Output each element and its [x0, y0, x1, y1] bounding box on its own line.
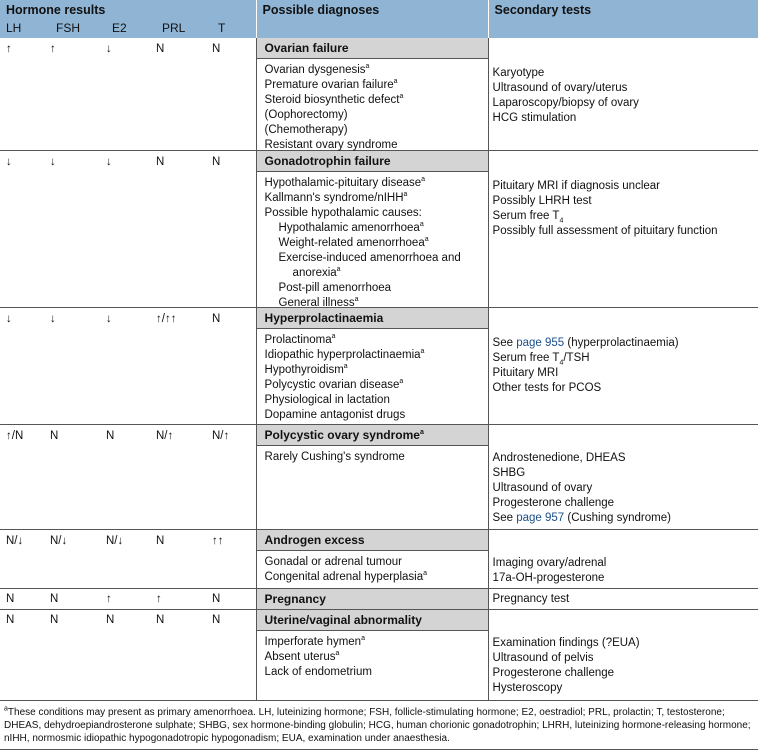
- test-item: Pituitary MRI: [492, 367, 559, 379]
- diagnosis-item: Polycystic ovarian disease: [264, 379, 400, 391]
- diagnosis-item: Weight-related amenorrhoea: [278, 237, 425, 249]
- value-lh: ↑/N: [6, 430, 24, 442]
- value-fsh: N: [50, 593, 59, 605]
- value-e2: N/↓: [106, 535, 124, 547]
- diagnosis-item: Post-pill amenorrhoea: [278, 282, 392, 294]
- test-item: Ultrasound of ovary: [492, 482, 593, 494]
- diagnosis-item: Premature ovarian failure: [264, 79, 394, 91]
- footnote-mark: a: [393, 78, 398, 86]
- test-item: SHBG: [492, 467, 526, 479]
- footnote-mark: a: [343, 363, 348, 371]
- subheader-prl: PRL: [156, 20, 212, 38]
- footnote-mark: a: [335, 650, 340, 658]
- table-row-gonadotrophin-failure: [0, 151, 758, 308]
- diagnosis-title: Polycystic ovary syndrome: [264, 428, 420, 442]
- diagnosis-item: Resistant ovary syndrome: [264, 139, 398, 151]
- value-fsh: ↑: [50, 43, 56, 55]
- diagnosis-item: Exercise-induced amenorrhoea and: [278, 252, 461, 264]
- value-lh: ↓: [6, 313, 12, 325]
- diagnosis-item: Possible hypothalamic causes:: [264, 207, 422, 219]
- test-item: (Cushing syndrome): [564, 512, 671, 524]
- test-item: See: [492, 337, 517, 349]
- value-lh: ↑: [6, 43, 12, 55]
- test-item: (hyperprolactinaemia): [564, 337, 679, 349]
- value-lh: ↓: [6, 156, 12, 168]
- test-item: Pregnancy test: [492, 593, 570, 605]
- footnote-mark: a: [419, 429, 424, 436]
- footnote-mark: a: [331, 333, 336, 341]
- subscript: 4: [559, 217, 564, 225]
- test-item: Examination findings (?EUA): [492, 637, 640, 649]
- header-possible-diagnoses: Possible diagnoses: [256, 0, 488, 38]
- diagnosis-title: Hyperprolactinaemia: [257, 308, 488, 329]
- value-e2: ↓: [106, 156, 112, 168]
- diagnosis-title: Androgen excess: [257, 530, 488, 551]
- diagnosis-item: anorexia: [292, 267, 337, 279]
- value-e2: ↓: [106, 313, 112, 325]
- header-secondary-tests: Secondary tests: [488, 0, 758, 38]
- value-fsh: ↓: [50, 156, 56, 168]
- diagnosis-item: Rarely Cushing's syndrome: [264, 451, 405, 463]
- value-e2: ↓: [106, 43, 112, 55]
- page-link[interactable]: page 955: [516, 337, 565, 349]
- diagnosis-item: Hypothalamic-pituitary disease: [264, 177, 422, 189]
- diagnosis-item: Idiopathic hyperprolactinaemia: [264, 349, 421, 361]
- footnote-mark: a: [399, 378, 404, 386]
- test-item: Other tests for PCOS: [492, 382, 602, 394]
- footnote-mark: a: [421, 176, 426, 184]
- value-t: N: [212, 313, 221, 325]
- diagnosis-title: Gonadotrophin failure: [257, 151, 488, 172]
- footnote-mark: a: [423, 570, 428, 578]
- test-item: Ultrasound of pelvis: [492, 652, 594, 664]
- diagnosis-item: Dopamine antagonist drugs: [264, 409, 406, 421]
- diagnosis-item: Steroid biosynthetic defect: [264, 94, 400, 106]
- header-hormone-results: Hormone results: [0, 0, 256, 20]
- footnote-mark: a: [365, 63, 370, 71]
- diagnosis-title: Pregnancy: [257, 589, 488, 609]
- value-prl: ↑/↑↑: [156, 313, 177, 325]
- test-item: Serum free T: [492, 210, 560, 222]
- subheader-fsh: FSH: [50, 20, 106, 38]
- diagnosis-item: Gonadal or adrenal tumour: [264, 556, 402, 568]
- value-lh: N: [6, 614, 15, 626]
- diagnosis-item: Congenital adrenal hyperplasia: [264, 571, 424, 583]
- footnote-mark: a: [4, 705, 8, 713]
- diagnosis-item: Prolactinoma: [264, 334, 332, 346]
- value-t: N: [212, 593, 221, 605]
- diagnosis-item: Kallmann's syndrome/nIHH: [264, 192, 404, 204]
- footnote-mark: a: [354, 296, 359, 304]
- subheader-lh: LH: [0, 20, 50, 38]
- footnote-mark: a: [424, 236, 429, 244]
- value-fsh: N: [50, 614, 59, 626]
- diagnosis-item: Imperforate hymen: [264, 636, 362, 648]
- value-e2: ↑: [106, 593, 112, 605]
- test-item: Ultrasound of ovary/uterus: [492, 82, 628, 94]
- test-item: /TSH: [563, 352, 590, 364]
- footnote: [0, 701, 758, 750]
- footnote-mark: a: [420, 348, 425, 356]
- footnote-mark: a: [403, 191, 408, 199]
- footnote-mark: a: [336, 266, 341, 274]
- table-row-pregnancy: [0, 589, 758, 610]
- value-t: N: [212, 156, 221, 168]
- value-prl: ↑: [156, 593, 162, 605]
- diagnosis-item: (Oophorectomy): [264, 109, 348, 121]
- table-row-hyperprolactinaemia: [0, 308, 758, 425]
- diagnosis-item: General illness: [278, 297, 355, 309]
- value-fsh: N/↓: [50, 535, 68, 547]
- table-row-ovarian-failure: [0, 38, 758, 151]
- value-prl: N: [156, 535, 165, 547]
- test-item: Hysteroscopy: [492, 682, 563, 694]
- test-item: See: [492, 512, 517, 524]
- value-prl: N: [156, 614, 165, 626]
- test-item: Progesterone challenge: [492, 497, 615, 509]
- diagnosis-item: Ovarian dysgenesis: [264, 64, 366, 76]
- table-row-uterine-abnormality: [0, 610, 758, 701]
- test-item: Androstenedione, DHEAS: [492, 452, 626, 464]
- page-link[interactable]: page 957: [516, 512, 565, 524]
- footnote-mark: a: [419, 221, 424, 229]
- diagnosis-title: Uterine/vaginal abnormality: [257, 610, 488, 631]
- test-item: HCG stimulation: [492, 112, 577, 124]
- test-item: Possibly full assessment of pituitary function: [492, 225, 718, 237]
- test-item: 17a-OH-progesterone: [492, 572, 605, 584]
- value-t: N: [212, 43, 221, 55]
- test-item: Progesterone challenge: [492, 667, 615, 679]
- value-prl: N: [156, 43, 165, 55]
- test-item: Imaging ovary/adrenal: [492, 557, 607, 569]
- value-t: N/↑: [212, 430, 230, 442]
- subheader-t: T: [212, 20, 256, 38]
- value-e2: N: [106, 430, 115, 442]
- value-t: N: [212, 614, 221, 626]
- subscript: 4: [559, 359, 564, 367]
- diagnosis-item: Absent uterus: [264, 651, 336, 663]
- value-prl: N/↑: [156, 430, 174, 442]
- footnote-mark: a: [399, 93, 404, 101]
- table-row-androgen-excess: [0, 530, 758, 589]
- footnote-text: These conditions may present as primary amenorrhoea. LH, luteinizing hormone; FSH, follicle-stimulating hormone; E2, oestradiol; PRL, prolactin; T, testosterone; DHEAS, dehydroepiandrosterone sulphate; SHBG, sex hormone-binding globulin; HCG, human chorionic gonadotrophin; LHRH, luteinizing hormone-releasing hormone; nIHH, normosmic idiopathic hypogonadotropic hypogonadism; EUA, examination under anaesthesia.: [4, 707, 751, 744]
- table-row-pcos: [0, 425, 758, 530]
- value-lh: N/↓: [6, 535, 24, 547]
- diagnosis-item: Lack of endometrium: [264, 666, 372, 678]
- test-item: Laparoscopy/biopsy of ovary: [492, 97, 639, 109]
- value-lh: N: [6, 593, 15, 605]
- diagnosis-item: Hypothalamic amenorrhoea: [278, 222, 420, 234]
- value-e2: N: [106, 614, 115, 626]
- test-item: Serum free T: [492, 352, 560, 364]
- value-fsh: ↓: [50, 313, 56, 325]
- diagnosis-title: Ovarian failure: [257, 38, 488, 59]
- footnote-mark: a: [361, 635, 365, 643]
- test-item: Possibly LHRH test: [492, 195, 592, 207]
- test-item: Karyotype: [492, 67, 545, 79]
- diagnosis-item: Physiological in lactation: [264, 394, 390, 406]
- diagnosis-item: Hypothyroidism: [264, 364, 344, 376]
- value-fsh: N: [50, 430, 59, 442]
- subheader-e2: E2: [106, 20, 156, 38]
- diagnosis-item: (Chemotherapy): [264, 124, 348, 136]
- value-prl: N: [156, 156, 165, 168]
- test-item: Pituitary MRI if diagnosis unclear: [492, 180, 661, 192]
- value-t: ↑↑: [212, 535, 224, 547]
